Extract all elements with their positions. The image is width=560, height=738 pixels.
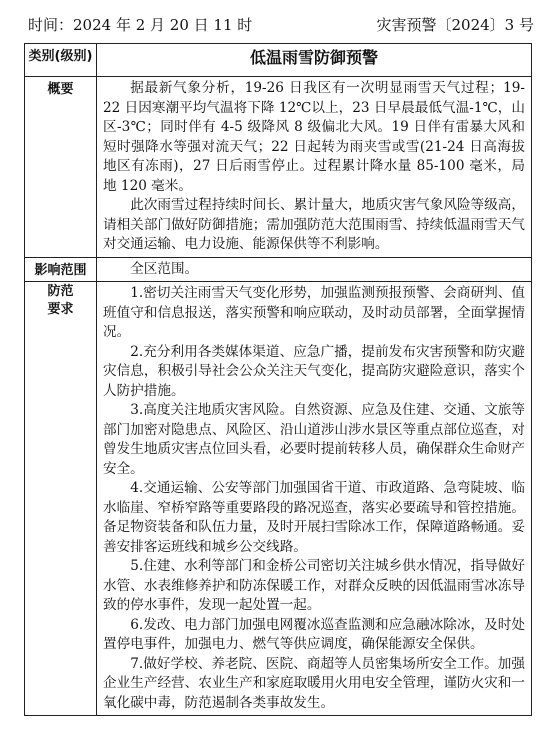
requirement-item: 3.高度关注地质灾害风险。自然资源、应急及住建、交通、文旅等部门加密对隐患点、风险区、沿山道涉山涉水景区等重点部位巡查，对曾发生地质灾害点位回头看，必要时提前转移人员，确保群众生命财产安全。 bbox=[103, 402, 525, 477]
requirement-item: 4.交通运输、公安等部门加强国省干道、市政道路、急弯陡坡、临水临崖、窄桥窄路等重要路段的路况巡查，落实必要疏导和管控措施。备足物资装备和队伍力量，及时开展扫雪除冰工作，保障道路畅通。妥善安排客运班线和城乡公交线路。 bbox=[103, 480, 525, 555]
title-row bbox=[25, 44, 532, 77]
issue-time: 时间：2024 年 2 月 20 日 11 时 bbox=[28, 16, 253, 34]
category-level-label: 类别(级别) bbox=[25, 44, 97, 77]
scope-content bbox=[97, 257, 532, 282]
overview-paragraph: 据最新气象分析，19-26 日我区有一次明显雨雪天气过程；19-22 日因寒潮平均气温将下降 12℃以上，23 日早晨最低气温-1℃，山区-3℃；同时伴有 4-5 级降风 8 级偏北大风。19 日伴有雷暴大风和短时强降水等强对流天气；22 日起转为雨夹雪或雪(21-24 日高海拔地区有冻雨)，27 日后雨雪停止。过程累计降水量 85-100 毫米，局地 120 毫米。 bbox=[103, 80, 525, 194]
scope-row bbox=[25, 257, 532, 282]
overview-row bbox=[25, 77, 532, 258]
overview-paragraph: 此次雨雪过程持续时间长、累计量大，地质灾害气象风险等级高，请相关部门做好防御措施；需加强防范大范围雨雪、持续低温雨雪天气对交通运输、电力设施、能源保供等不利影响。 bbox=[103, 197, 525, 252]
overview-label: 概要 bbox=[25, 77, 97, 258]
scope-text: 全区范围。 bbox=[130, 260, 199, 277]
warning-table bbox=[24, 43, 532, 716]
warning-title: 低温雨雪防御预警 bbox=[97, 44, 532, 77]
requirements-row bbox=[25, 282, 532, 716]
requirements-label bbox=[25, 282, 97, 716]
requirement-item: 7.做好学校、养老院、医院、商超等人员密集场所安全工作。加强企业生产经营、农业生产和家庭取暖用火用电安全管理，谨防火灾和一氧化碳中毒，防范遏制各类事故发生。 bbox=[103, 655, 525, 711]
overview-content bbox=[97, 77, 532, 258]
scope-label: 影响范围 bbox=[25, 257, 97, 282]
requirements-label-line: 防范 bbox=[47, 284, 74, 299]
requirements-content bbox=[97, 282, 532, 716]
requirement-item: 1.密切关注雨雪天气变化形势，加强监测预报预警、会商研判、值班值守和信息报送，落实预警和响应联动，及时动员部署，全面掌握情况。 bbox=[103, 285, 525, 340]
requirement-item: 6.发改、电力部门加强电网覆冰巡查监测和应急融冰除冰，及时处置停电事件，加强电力、燃气等供应调度，确保能源安全保供。 bbox=[103, 616, 525, 652]
document-number: 灾害预警〔2024〕3 号 bbox=[376, 16, 534, 34]
requirements-label-line: 要求 bbox=[47, 302, 74, 317]
requirement-item: 5.住建、水利等部门和金桥公司密切关注城乡供水情况，指导做好水管、水表维修养护和防冻保暖工作，对群众反映的因低温雨雪冰冻导致的停水事件，发现一起处置一起。 bbox=[103, 558, 525, 613]
document-header bbox=[28, 14, 534, 38]
requirement-item: 2.充分利用各类媒体渠道、应急广播，提前发布灾害预警和防灾避灾信息，积极引导社会公众关注天气变化，提高防灾避险意识，落实个人防护措施。 bbox=[103, 343, 525, 399]
